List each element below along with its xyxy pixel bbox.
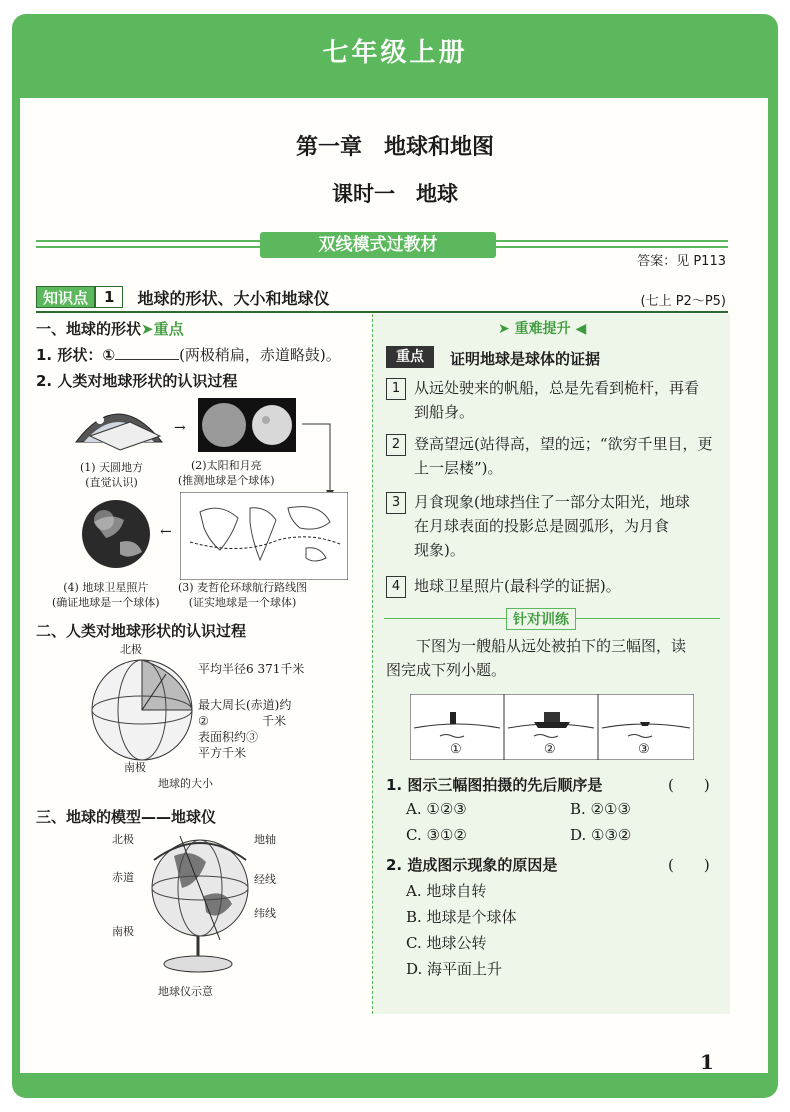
globe-axis-label: 地轴 (254, 833, 276, 846)
panel-label-1: ① (450, 742, 462, 757)
globe-south-label: 南极 (112, 925, 134, 938)
panel-label-3: ③ (638, 742, 650, 757)
section-band: 双线模式过教材 (260, 232, 496, 258)
section1-title: 一、地球的形状➤重点 (36, 320, 184, 338)
option-2b[interactable]: B. 地球是个球体 (406, 908, 517, 926)
knowledge-point-header (36, 286, 329, 308)
item-number: 4 (386, 576, 406, 598)
question-shape: 1. 形状：① (两极稍扁，赤道略鼓)。 (36, 346, 341, 364)
option-2a[interactable]: A. 地球自转 (406, 882, 487, 900)
area-label: 表面积约③ (198, 730, 259, 744)
answer-paren-1[interactable]: ( ) (668, 776, 710, 794)
knowledge-point-rule (36, 311, 728, 313)
area-unit: 平方千米 (198, 746, 247, 760)
key-label: 重点 (153, 320, 184, 338)
caption-4: (4) 地球卫星照片 (确证地球是一个球体) (52, 581, 160, 609)
caption-2: (2)太阳和月亮 (推测地球是个球体) (178, 459, 275, 487)
globe-meridian-label: 经线 (254, 873, 276, 886)
circumference-label-1: 最大周长(赤道)约 (198, 698, 292, 712)
arrow-right-icon: → (174, 420, 186, 436)
globe-parallel-label: 纬线 (254, 907, 276, 920)
arrow-left-icon: ← (160, 524, 172, 540)
evidence-item-2: 登高望远(站得高，望的远；“欲穷千里目，更 上一层楼”)。 (414, 435, 713, 477)
globe-caption: 地球仪示意 (158, 985, 213, 998)
key-title: 证明地球是球体的证据 (450, 350, 601, 368)
chapter-title: 第一章 地球和地图 (295, 135, 494, 160)
globe-illustration (140, 826, 260, 976)
blank-1[interactable] (115, 346, 179, 360)
circumference-unit: 千米 (262, 714, 287, 728)
key-tag: 重点 (386, 346, 434, 368)
earth-satellite-photo (80, 498, 152, 570)
caption-3: (3) 麦哲伦环球航行路线图 (证实地球是一个球体) (178, 581, 308, 609)
page-number: 1 (700, 1050, 714, 1074)
globe-equator-label: 赤道 (112, 871, 134, 884)
question-2: 2. 造成图示现象的原因是 (386, 856, 558, 874)
header-title: 七年级上册 (322, 38, 468, 68)
question-process: 2. 人类对地球形状的认识过程 (36, 372, 238, 390)
circumference-blank[interactable]: ② (198, 714, 209, 728)
item-number: 1 (386, 378, 406, 400)
key-marker: ➤ (141, 320, 154, 338)
south-pole-label: 南极 (124, 761, 146, 774)
knowledge-point-page-ref: (七上 P2～P5) (640, 294, 726, 309)
item-number: 2 (386, 434, 406, 456)
question-1: 1. 图示三幅图拍摄的先后顺序是 (386, 776, 603, 794)
training-label: 针对训练 (506, 608, 576, 630)
option-1c[interactable]: C. ③①② (406, 826, 467, 844)
section2-title: 二、人类对地球形状的认识过程 (36, 622, 247, 640)
panel-label-2: ② (544, 742, 556, 757)
option-2d[interactable]: D. 海平面上升 (406, 960, 503, 978)
arrow-icon: ➤ (498, 321, 515, 337)
option-1d[interactable]: D. ①③② (570, 826, 632, 844)
globe-north-label: 北极 (112, 833, 134, 846)
section3-title: 三、地球的模型——地球仪 (36, 808, 217, 826)
tianyuan-difang-illustration (70, 396, 166, 452)
lesson-title: 课时一 地球 (332, 182, 458, 206)
answer-paren-2[interactable]: ( ) (668, 856, 710, 874)
earth-size-caption: 地球的大小 (158, 777, 213, 790)
evidence-item-3: 月食现象(地球挡住了一部分太阳光，地球 在月球表面的投影总是圆弧形，为月食 现象)。 (414, 493, 690, 559)
caption-1: (1) 天圆地方 (直觉认识) (80, 461, 144, 489)
arrow-connector (300, 420, 340, 500)
option-1a[interactable]: A. ①②③ (406, 800, 467, 818)
answer-reference: 答案：见 P113 (637, 254, 726, 269)
right-panel-header: ➤ 重难提升 ◀ (498, 321, 587, 337)
training-intro: 下图为一艘船从远处被拍下的三幅图，读 图完成下列小题。 (386, 637, 687, 679)
evidence-item-4: 地球卫星照片(最科学的证据)。 (414, 577, 621, 595)
earth-size-diagram (84, 654, 204, 764)
knowledge-point-tag: 知识点 (36, 286, 95, 308)
evidence-item-1: 从远处驶来的帆船，总是先看到桅杆，再看 到船身。 (414, 379, 700, 421)
knowledge-point-number: 1 (95, 286, 123, 308)
item-number: 3 (386, 492, 406, 514)
knowledge-point-title: 地球的形状、大小和地球仪 (137, 288, 330, 308)
option-2c[interactable]: C. 地球公转 (406, 934, 487, 952)
north-pole-label: 北极 (120, 643, 142, 656)
option-1b[interactable]: B. ②①③ (570, 800, 631, 818)
magellan-route-map (180, 492, 348, 580)
sun-moon-photo (198, 398, 296, 452)
radius-label: 平均半径6 371千米 (198, 662, 305, 676)
